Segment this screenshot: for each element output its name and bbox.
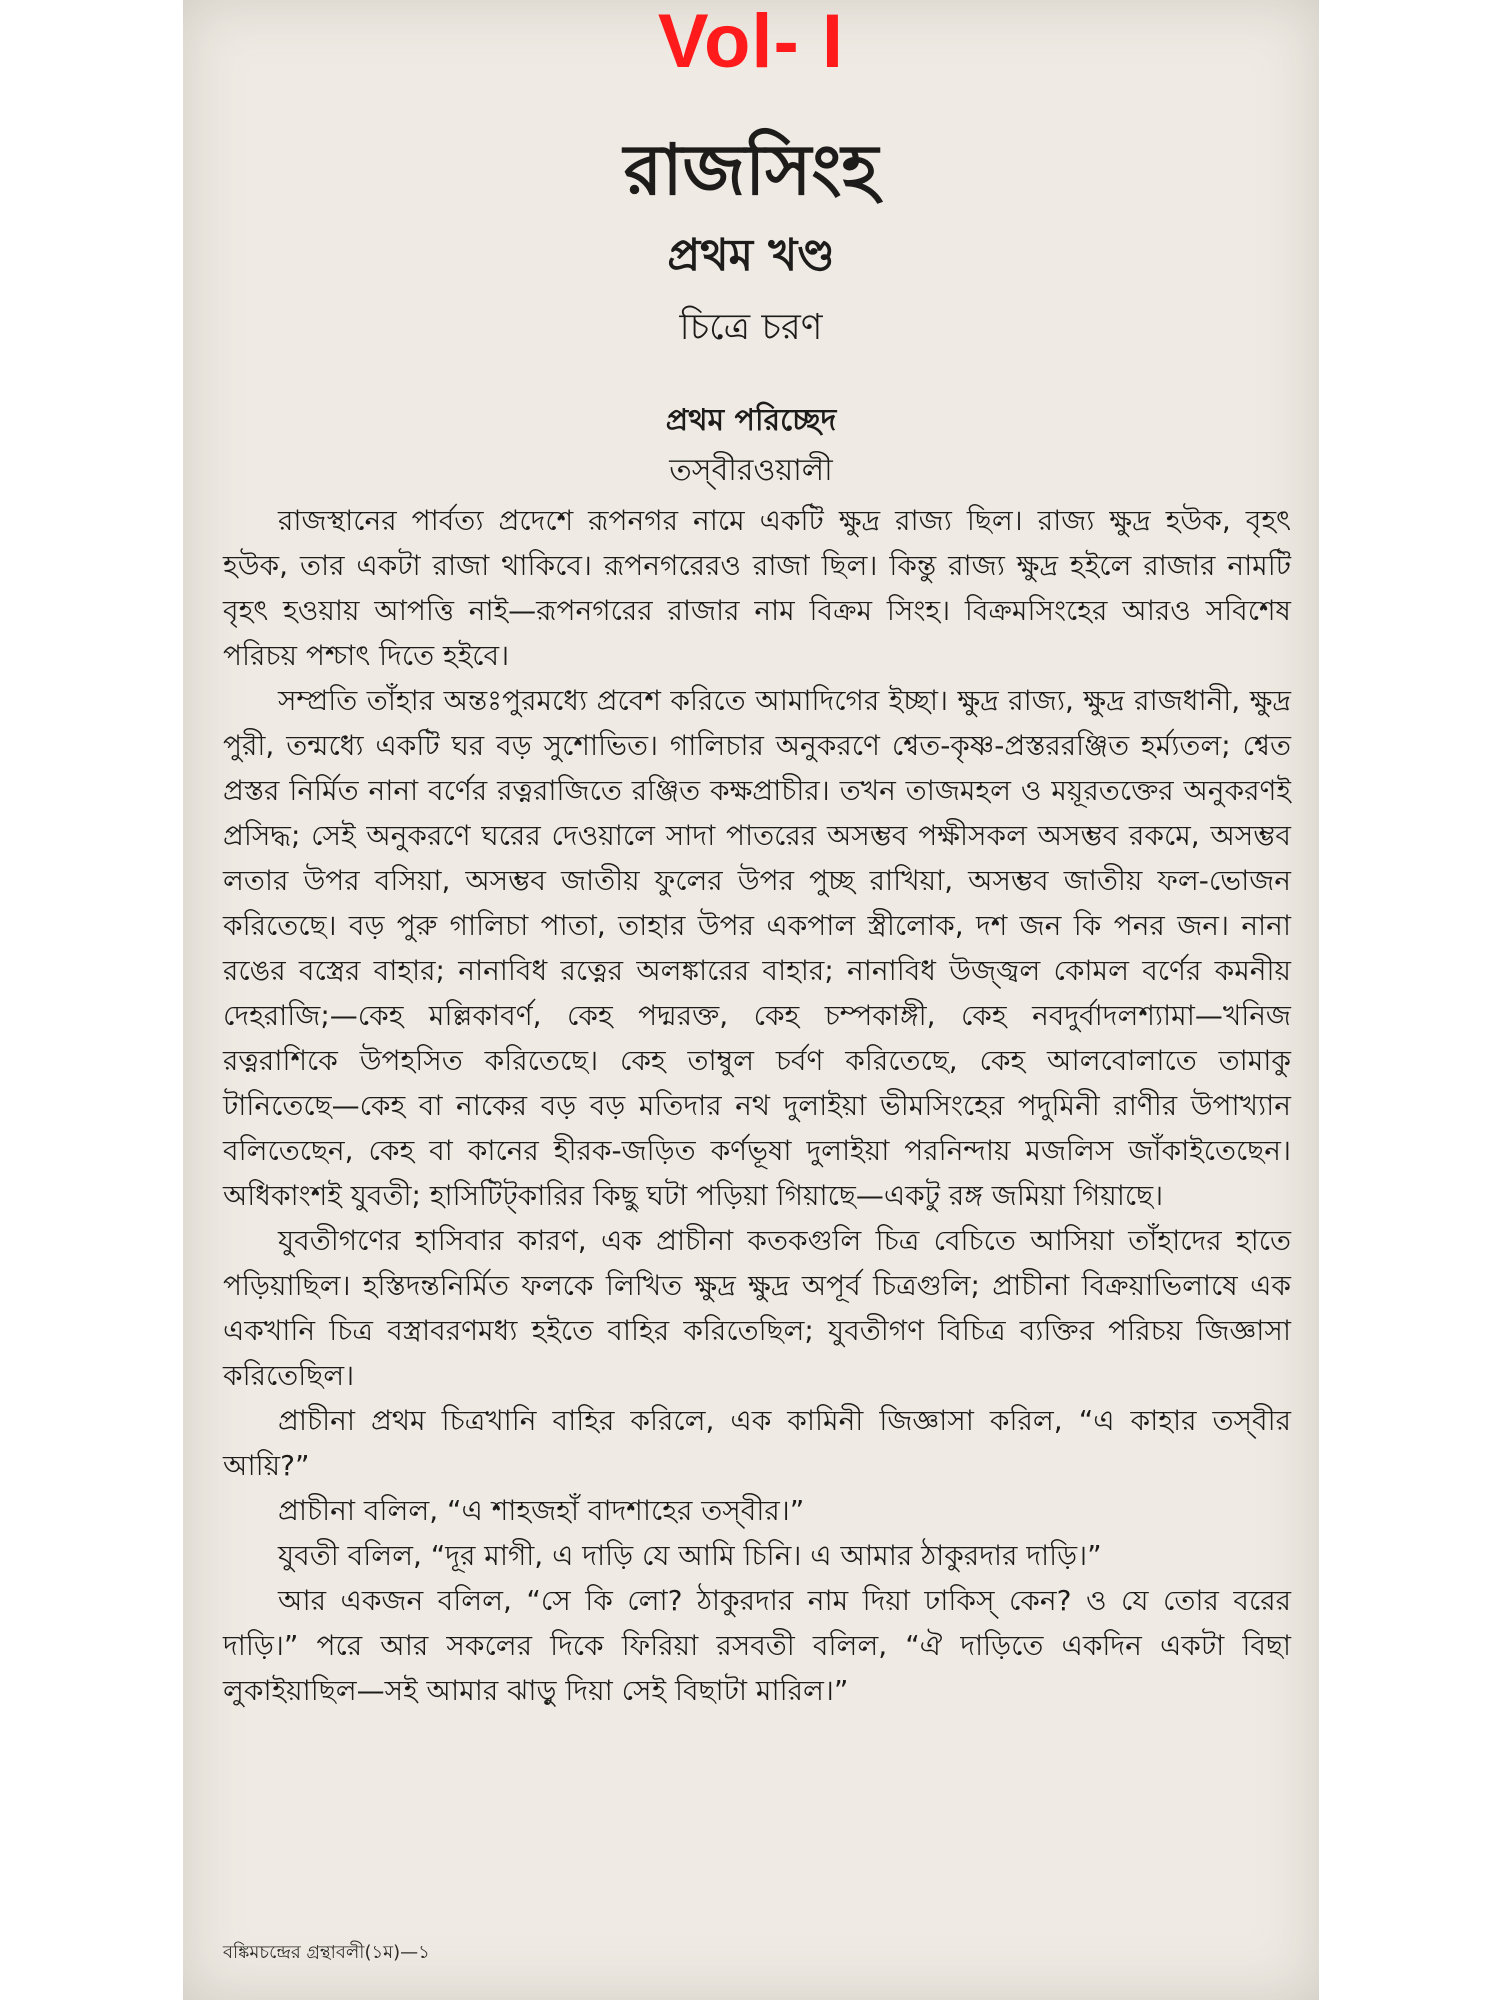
paragraph: সম্প্রতি তাঁহার অন্তঃপুরমধ্যে প্রবেশ করিতে আমাদিগের ইচ্ছা। ক্ষুদ্র রাজ্য, ক্ষুদ্র রাজধানী, ক্ষুদ্র পুরী, তন্মধ্যে একটি ঘর বড় সুশোভিত। গালিচার অনুকরণে শ্বেত-কৃষ্ণ-প্রস্তররঞ্জিত হর্ম্যতল; শ্বেত প্রস্তর নির্মিত নানা বর্ণের রত্নরাজিতে রঞ্জিত কক্ষপ্রাচীর। তখন তাজমহল ও ময়ূরতক্তের অনুকরণই প্রসিদ্ধ; সেই অনুকরণে ঘরের দেওয়ালে সাদা পাতরের অসম্ভব পক্ষীসকল অসম্ভব রকমে, অসম্ভব লতার উপর বসিয়া, অসম্ভব জাতীয় ফুলের উপর পুচ্ছ রাখিয়া, অসম্ভব জাতীয় ফল-ভোজন করিতেছে। বড় পুরু গালিচা পাতা, তাহার উপর একপাল স্ত্রীলোক, দশ জন কি পনর জন। নানা রঙের বস্ত্রের বাহার; নানাবিধ রত্নের অলঙ্কারের বাহার; নানাবিধ উজ্জ্বল কোমল বর্ণের কমনীয় দেহরাজি;—কেহ মল্লিকাবর্ণ, কেহ পদ্মরক্ত, কেহ চম্পকাঙ্গী, কেহ নবদুর্বাদলশ্যামা—খনিজ রত্নরাশিকে উপহসিত করিতেছে। কেহ তাম্বুল চর্বণ করিতেছে, কেহ আলবোলাতে তামাকু টানিতেছে—কেহ বা নাকের বড় বড় মতিদার নথ দুলাইয়া ভীমসিংহের পদুমিনী রাণীর উপাখ্যান বলিতেছেন, কেহ বা কানের হীরক-জড়িত কর্ণভূষা দুলাইয়া পরনিন্দায় মজলিস জাঁকাইতেছেন। অধিকাংশই যুবতী; হাসিটিট্‌কারির কিছু ঘটা পড়িয়া গিয়াছে—একটু রঙ্গ জমিয়া গিয়াছে। [223,684,1291,1212]
page-footer: বঙ্কিমচন্দ্রের গ্রন্থাবলী(১ম)—১ [223,1942,430,1963]
paragraph: প্রাচীনা বলিল, “এ শাহজহাঁ বাদশাহের তস্‌বীর।” [278,1494,805,1527]
chapter-title: তস্‌বীরওয়ালী [669,453,833,488]
volume-label: Vol- I [657,0,845,84]
paragraph: যুবতী বলিল, “দূর মাগী, এ দাড়ি যে আমি চিনি। এ আমার ঠাকুরদার দাড়ি।” [278,1539,1102,1572]
paragraph: প্রাচীনা প্রথম চিত্রখানি বাহির করিলে, এক কামিনী জিজ্ঞাসা করিল, “এ কাহার তস্‌বীর আয়ি?” [223,1404,1291,1482]
chapter-heading: প্রথম পরিচ্ছেদ [665,403,837,438]
paragraph: রাজস্থানের পার্বত্য প্রদেশে রূপনগর নামে একটি ক্ষুদ্র রাজ্য ছিল। রাজ্য ক্ষুদ্র হউক, বৃহৎ হউক, তার একটা রাজা থাকিবে। রূপনগরেরও রাজা ছিল। কিন্তু রাজ্য ক্ষুদ্র হইলে রাজার নামটি বৃহৎ হওয়ায় আপত্তি নাই—রূপনগরের রাজার নাম বিক্রম সিংহ। বিক্রমসিংহের আরও সবিশেষ পরিচয় পশ্চাৎ দিতে হইবে। [223,504,1291,672]
book-page [183,0,1319,2000]
paragraph: যুবতীগণের হাসিবার কারণ, এক প্রাচীনা কতকগুলি চিত্র বেচিতে আসিয়া তাঁহাদের হাতে পড়িয়াছিল। হস্তিদন্তনির্মিত ফলকে লিখিত ক্ষুদ্র ক্ষুদ্র অপূর্ব চিত্রগুলি; প্রাচীনা বিক্রয়াভিলাষে এক একখানি চিত্র বস্ত্রাবরণমধ্য হইতে বাহির করিতেছিল; যুবতীগণ বিচিত্র ব্যক্তির পরিচয় জিজ্ঞাসা করিতেছিল। [223,1224,1291,1392]
part-heading: প্রথম খণ্ড [667,230,835,281]
book-title: রাজসিংহ [623,129,879,211]
body-text [223,498,1291,1713]
paragraph: আর একজন বলিল, “সে কি লো? ঠাকুরদার নাম দিয়া ঢাকিস্ কেন? ও যে তোর বরের দাড়ি।” পরে আর সকলের দিকে ফিরিয়া রসবতী বলিল, “ঐ দাড়িতে একদিন একটা বিছা লুকাইয়াছিল—সই আমার ঝাড়ু দিয়া সেই বিছাটা মারিল।” [223,1584,1291,1707]
section-heading: চিত্রে চরণ [679,307,823,348]
